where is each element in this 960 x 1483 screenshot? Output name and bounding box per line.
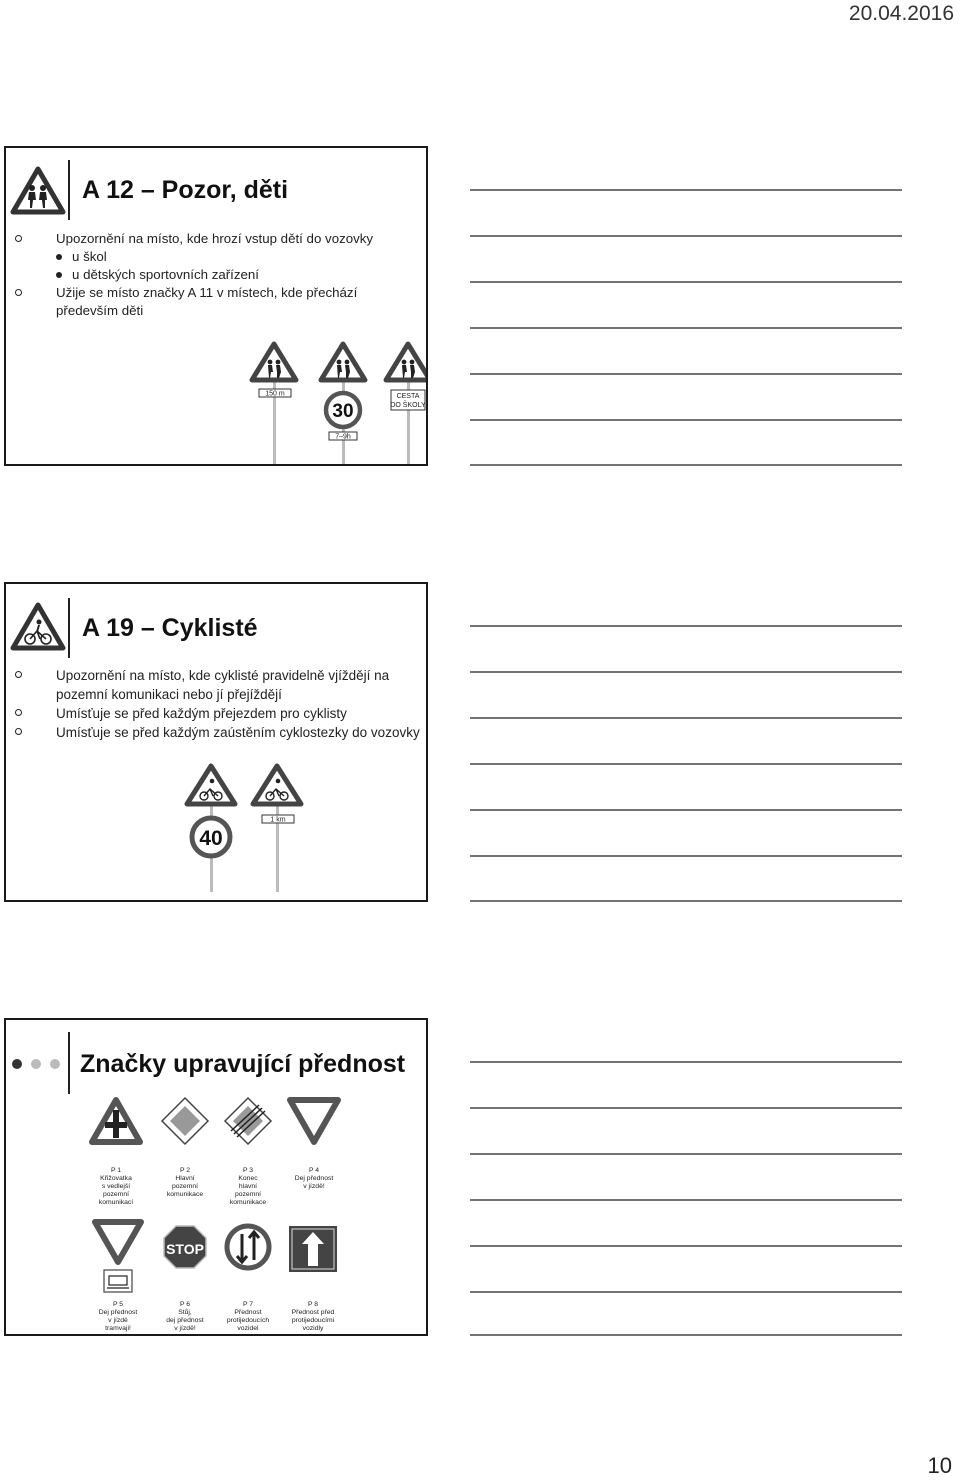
cyclist-warning-icon: [10, 602, 66, 652]
sign-desc: vozidel: [237, 1325, 259, 1332]
sign-desc: Hlavní: [175, 1175, 195, 1182]
sign-code: P 4: [308, 1167, 320, 1174]
sign-desc: Konec: [238, 1175, 258, 1182]
sign-code: P 7: [242, 1301, 254, 1308]
slide-a19: [4, 582, 428, 902]
sign-desc: komunikace: [166, 1191, 204, 1198]
sign-desc: Stůj,: [178, 1309, 192, 1316]
school-signs-illustration: [249, 340, 428, 465]
sign-code: P 5: [112, 1301, 124, 1308]
school-plate-text-1: CESTA: [396, 393, 420, 400]
cyclist-signs-illustration: [176, 762, 316, 892]
sign-desc: Křižovatka: [100, 1175, 132, 1182]
page-number: 10: [927, 1453, 952, 1478]
sign-code: P 3: [242, 1167, 254, 1174]
sign-desc: komunikace: [229, 1199, 267, 1206]
sign-desc: v jízdě!: [303, 1183, 325, 1190]
speed-limit-text: 40: [199, 827, 223, 850]
sign-desc: hlavní: [238, 1183, 258, 1190]
sign-desc: pozemní: [171, 1183, 199, 1190]
sub-bullet-text: u dětských sportovních zařízení: [72, 267, 259, 282]
sign-code: P 1: [110, 1167, 122, 1174]
priority-signs-grid: [84, 1094, 364, 1334]
sign-desc: Přednost: [234, 1309, 262, 1316]
p5-give-way-tram-icon: [95, 1222, 141, 1292]
speed-limit-text: 30: [332, 401, 354, 422]
sign-code: P 8: [307, 1301, 319, 1308]
distance-plate-text: 150 m: [265, 390, 285, 398]
slide-title: A 19 – Cyklisté: [82, 614, 258, 642]
slide-title: Značky upravující přednost: [80, 1050, 406, 1078]
sign-code: P 2: [179, 1167, 191, 1174]
note-lines-3: [470, 1018, 910, 1338]
sign-desc: v jízdě: [108, 1317, 128, 1324]
sign-desc: Přednost před: [291, 1309, 335, 1316]
sign-desc: pozemní: [102, 1191, 130, 1198]
slide-title: A 12 – Pozor, děti: [82, 176, 289, 204]
p3-end-main-road-icon: [225, 1098, 271, 1144]
sign-desc: v jízdě!: [174, 1325, 196, 1332]
sub-bullet-text: u škol: [72, 249, 107, 264]
school-plate-text-2: DO ŠKOLY: [390, 402, 426, 409]
sign-desc: protijedoucími: [291, 1317, 335, 1324]
sign-desc: Dej přednost: [294, 1175, 334, 1182]
sign-desc: s vedlejší: [101, 1183, 131, 1190]
distance-plate-text: 1 km: [270, 816, 286, 824]
sign-desc: pozemní: [234, 1191, 262, 1198]
sign-desc: komunikací: [98, 1199, 134, 1206]
page-date: 20.04.2016: [848, 2, 954, 25]
slide-dots-icon: [10, 1054, 66, 1074]
bullet-text: Umísťuje se před každým zaústěním cyklostezky do vozovky: [56, 725, 420, 740]
bullet-text: Užije se místo značky A 11 v místech, kde přechází především děti: [56, 285, 358, 318]
sign-desc: dej přednost: [166, 1317, 204, 1324]
p1-crossroad-icon: [92, 1100, 140, 1142]
note-lines-1: [470, 146, 910, 466]
sign-desc: tramvaji!: [105, 1325, 131, 1332]
bullet-text: Umísťuje se před každým přejezdem pro cyklisty: [56, 706, 347, 721]
p6-stop-icon: [164, 1226, 206, 1268]
sign-desc: vozidly: [302, 1325, 324, 1332]
p2-main-road-icon: [162, 1098, 208, 1144]
sign-code: P 6: [179, 1301, 191, 1308]
time-plate-text: 7–9h: [335, 433, 351, 441]
sign-desc: protijedoucích: [226, 1317, 270, 1324]
p8-priority-over-oncoming-icon: [289, 1226, 337, 1272]
bullet-text: Upozornění na místo, kde hrozí vstup dětí do vozovky: [56, 231, 374, 246]
note-lines-2: [470, 582, 910, 902]
children-warning-icon: [10, 166, 66, 216]
bullet-text: Upozornění na místo, kde cyklisté pravidelně vjíždějí na pozemní komunikaci nebo jí přejíždějí: [56, 668, 390, 702]
slide-priority-signs: [4, 1018, 428, 1336]
slide-a12: [4, 146, 428, 466]
p7-oncoming-priority-icon: [227, 1226, 269, 1268]
stop-text: STOP: [166, 1241, 204, 1257]
p4-give-way-icon: [290, 1100, 338, 1142]
sign-desc: Dej přednost: [98, 1309, 138, 1316]
